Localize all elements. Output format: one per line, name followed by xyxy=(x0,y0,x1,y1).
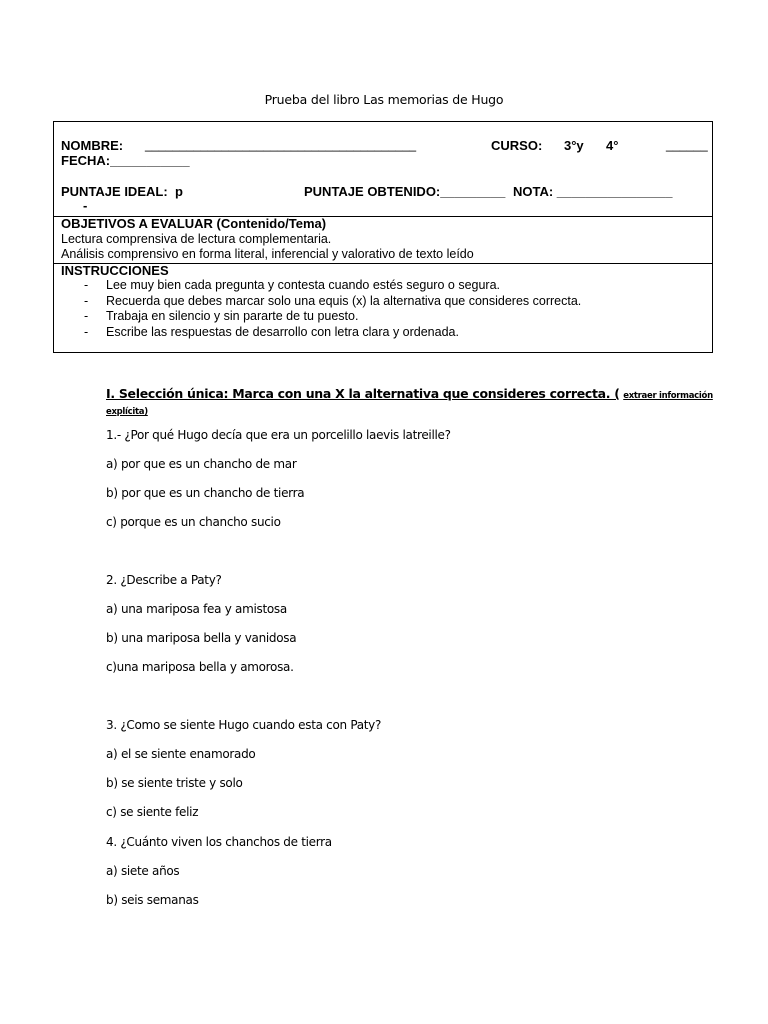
curso-label: CURSO: xyxy=(491,138,543,153)
instructions-heading: INSTRUCCIONES xyxy=(61,263,169,278)
question-3-option-c[interactable]: c) se siente feliz xyxy=(106,805,199,819)
question-4-option-b[interactable]: b) seis semanas xyxy=(106,893,199,907)
objective-line-1: Lectura comprensiva de lectura complementaria. xyxy=(61,232,332,246)
puntaje-obtenido-label[interactable]: PUNTAJE OBTENIDO:_________ xyxy=(304,184,506,199)
instruction-text: Trabaja en silencio y sin pararte de tu puesto. xyxy=(106,309,359,323)
question-2-option-b[interactable]: b) una mariposa bella y vanidosa xyxy=(106,631,297,645)
header-section xyxy=(54,122,712,217)
objective-line-2: Análisis comprensivo en forma literal, inferencial y valorativo de texto leído xyxy=(61,247,474,261)
question-3-option-a[interactable]: a) el se siente enamorado xyxy=(106,747,256,761)
instructions-section xyxy=(54,263,712,353)
question-1-option-a[interactable]: a) por que es un chancho de mar xyxy=(106,457,297,471)
question-3-option-b[interactable]: b) se siente triste y solo xyxy=(106,776,243,790)
fecha-label[interactable]: FECHA:___________ xyxy=(61,153,190,168)
section-heading xyxy=(106,386,713,401)
curso-value-3: 3°y xyxy=(564,138,584,153)
puntaje-ideal-label: PUNTAJE IDEAL: xyxy=(61,184,168,199)
section-note-continued: explícita) xyxy=(106,407,148,417)
curso-line[interactable]: ______ xyxy=(666,138,708,152)
nota-label[interactable]: NOTA: ________________ xyxy=(513,184,673,199)
question-1-prompt: 1.- ¿Por qué Hugo decía que era un porcelillo laevis latreille? xyxy=(106,428,451,442)
question-2-option-c[interactable]: c)una mariposa bella y amorosa. xyxy=(106,660,294,674)
instruction-item: - Escribe las respuestas de desarrollo con letra clara y ordenada. xyxy=(84,325,459,339)
instruction-text: Escribe las respuestas de desarrollo con letra clara y ordenada. xyxy=(106,325,459,339)
instruction-item: - Trabaja en silencio y sin pararte de tu puesto. xyxy=(84,309,359,323)
nombre-label: NOMBRE: xyxy=(61,138,124,153)
question-2-option-a[interactable]: a) una mariposa fea y amistosa xyxy=(106,602,287,616)
question-1-option-c[interactable]: c) porque es un chancho sucio xyxy=(106,515,281,529)
header-dash: - xyxy=(83,198,88,213)
question-3-prompt: 3. ¿Como se siente Hugo cuando esta con Paty? xyxy=(106,718,382,732)
section-note: extraer información xyxy=(623,391,713,401)
question-4-option-a[interactable]: a) siete años xyxy=(106,864,180,878)
instruction-text: Recuerda que debes marcar solo una equis (x) la alternativa que consideres correcta. xyxy=(106,294,582,308)
nombre-line[interactable]: _______________________________________ xyxy=(145,138,417,152)
question-4-prompt: 4. ¿Cuánto viven los chanchos de tierra xyxy=(106,835,332,849)
section-title: I. Selección única: Marca con una X la alternativa que consideres correcta. ( xyxy=(106,386,620,401)
puntaje-ideal-value: p xyxy=(175,184,183,199)
question-2-prompt: 2. ¿Describe a Paty? xyxy=(106,573,222,587)
curso-value-4: 4° xyxy=(606,138,619,153)
question-1-option-b[interactable]: b) por que es un chancho de tierra xyxy=(106,486,305,500)
instruction-item: - Recuerda que debes marcar solo una equis (x) la alternativa que consideres correcta. xyxy=(84,294,582,308)
objectives-section xyxy=(54,216,712,264)
objectives-heading: OBJETIVOS A EVALUAR (Contenido/Tema) xyxy=(61,216,327,231)
page-title: Prueba del libro Las memorias de Hugo xyxy=(264,92,504,107)
instruction-text: Lee muy bien cada pregunta y contesta cuando estés seguro o segura. xyxy=(106,278,501,292)
student-info-box xyxy=(53,121,713,353)
instruction-item: - Lee muy bien cada pregunta y contesta cuando estés seguro o segura. xyxy=(84,278,501,292)
